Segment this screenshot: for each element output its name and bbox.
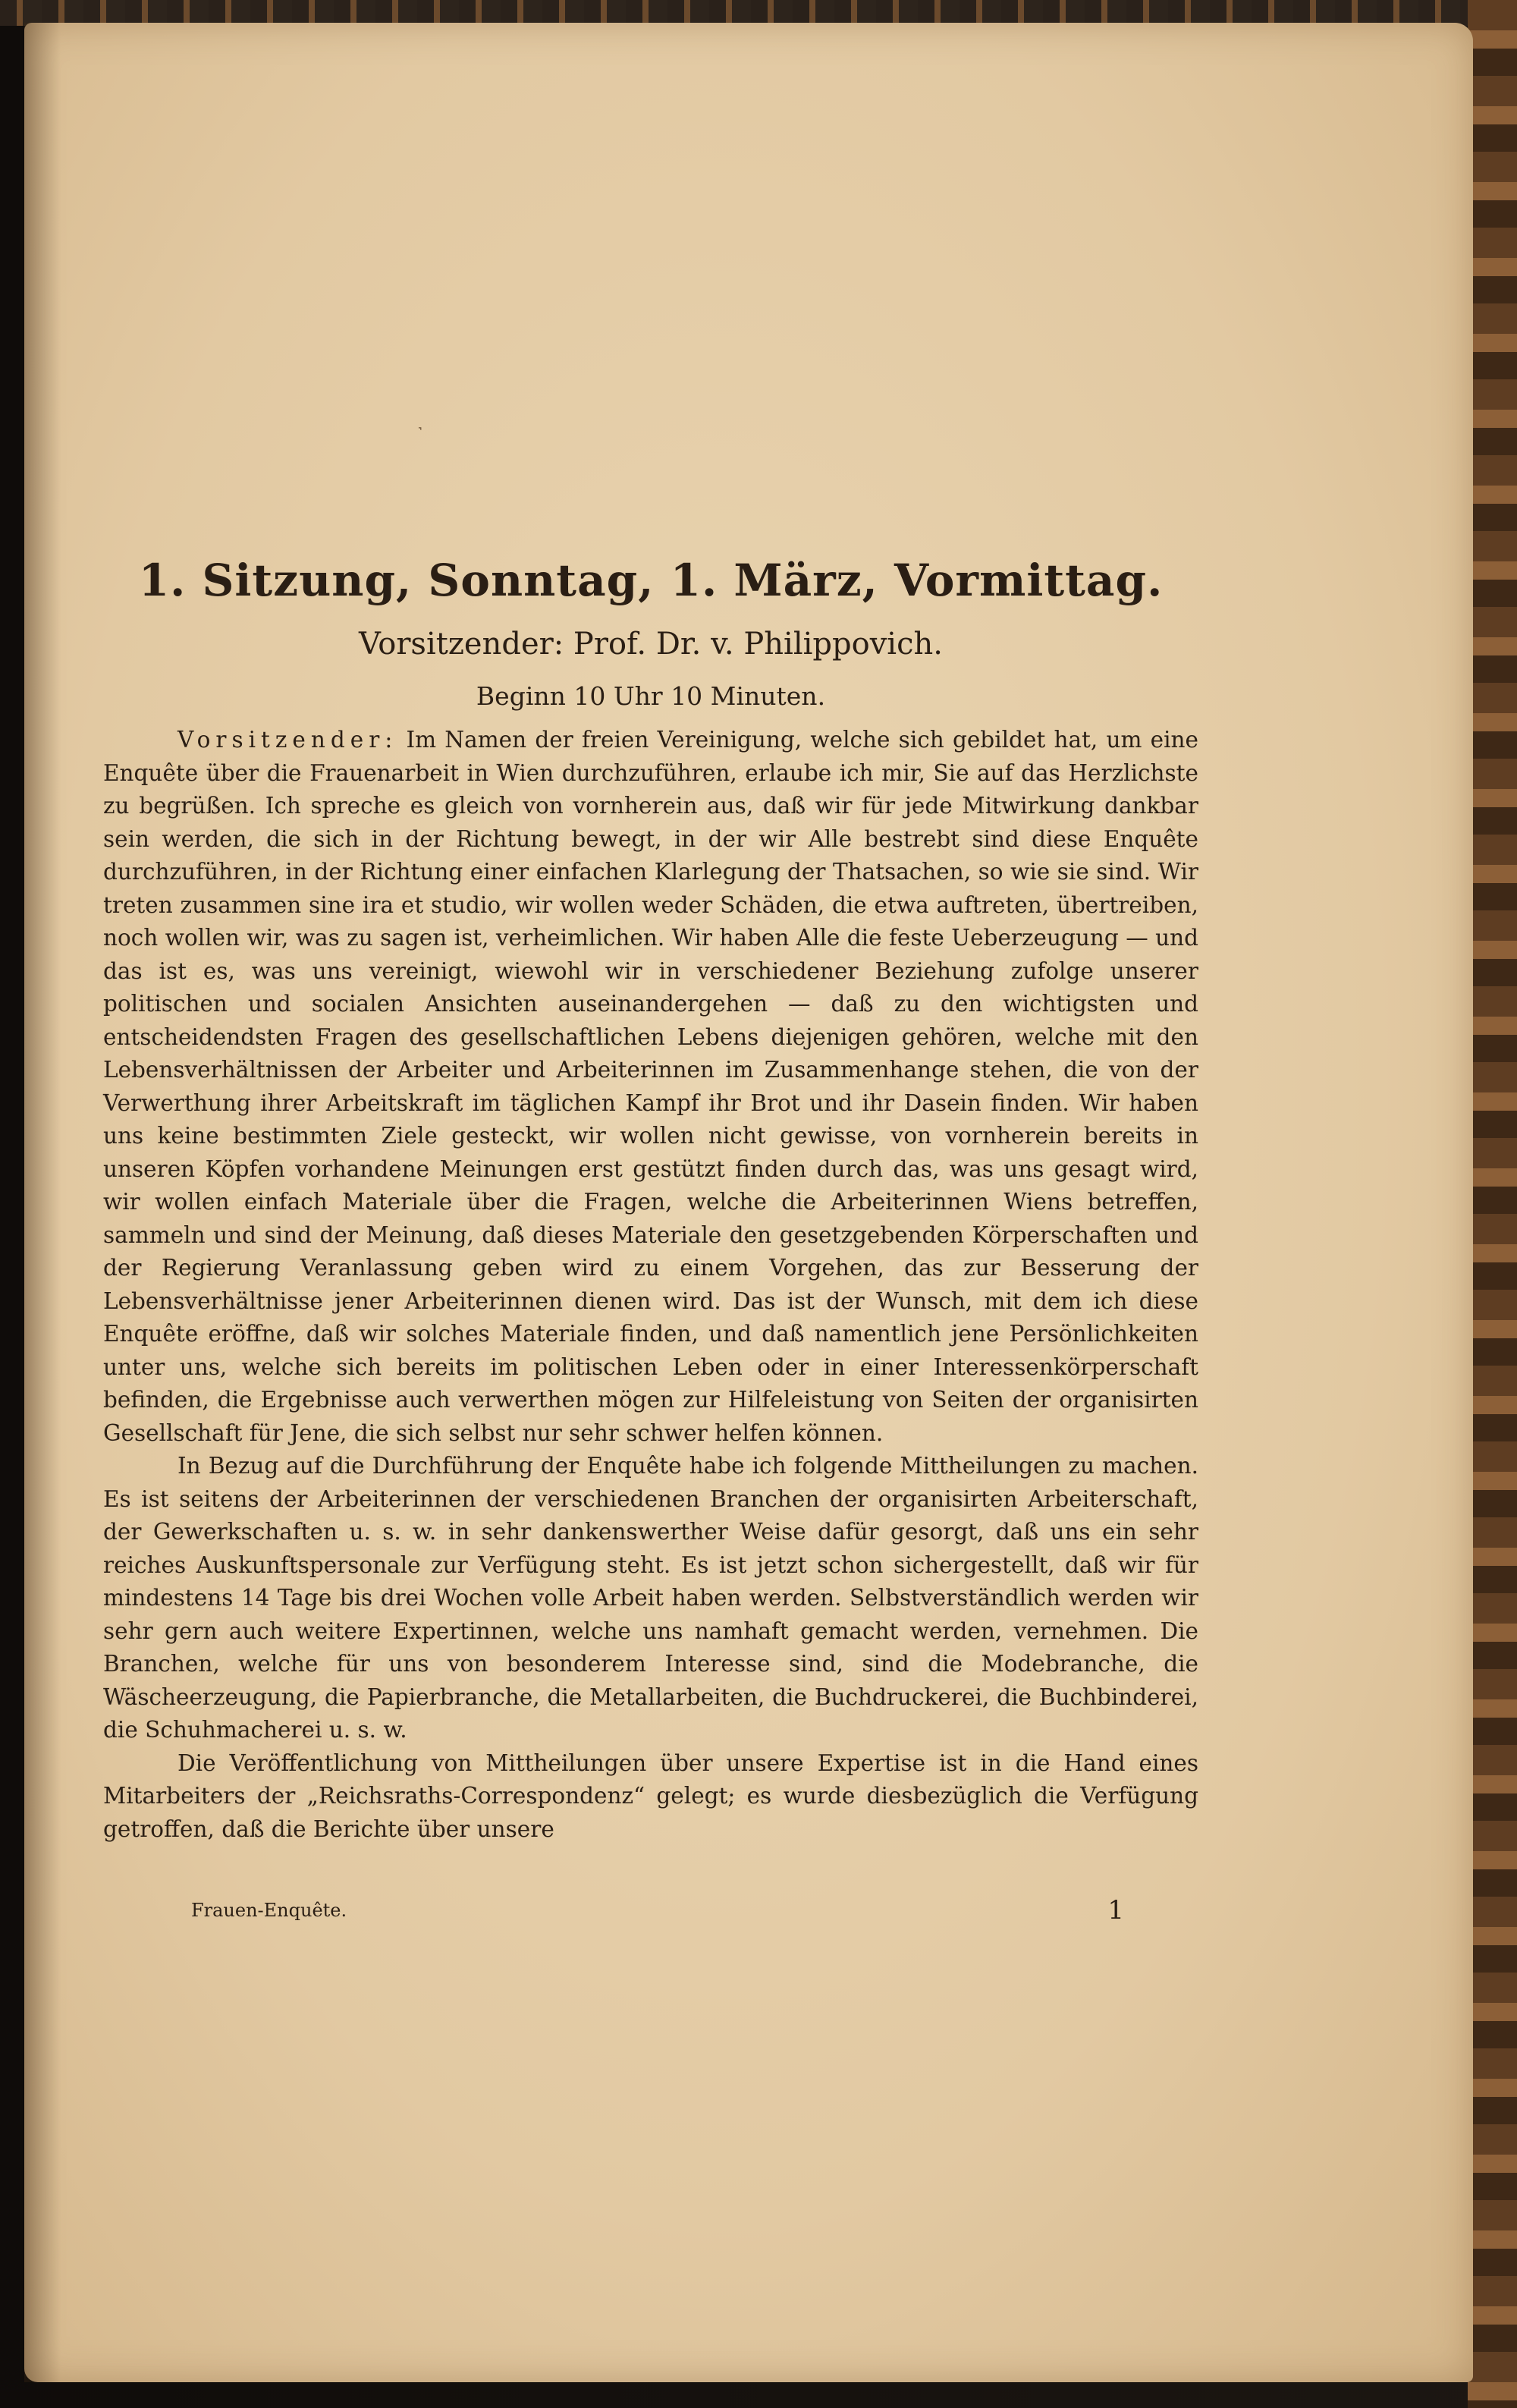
speech-paragraph-2: In Bezug auf die Durchführung der Enquête habe ich folgende Mittheilungen zu machen. Es ist seitens der Arbeiterinnen der verschiedenen Branchen der organisirten Arbeiterschaft, der Gewerkschaften u. s. w. in sehr dankenswerther Weise dafür gesorgt, daß uns ein sehr reiches Auskunftspersonale zur Verfügung steht. Es ist jetzt schon sichergestellt, daß wir für mindestens 14 Tage bis drei Wochen volle Arbeit haben werden. Selbstverständlich werden wir sehr gern auch weitere Expertinnen, welche uns namhaft gemacht werden, vernehmen. Die Branchen, welche für uns von besonderem Interesse sind, sind die Modebranche, die Wäscheerzeugung, die Papierbranche, die Metallarbeiten, die Buchdruckerei, die Buchbinderei, die Schuhmacherei u. s. w. <box>103 1453 1198 1743</box>
page-number: 1 <box>1107 1895 1124 1925</box>
speech-paragraph-3: Die Veröffentlichung von Mittheilungen über unsere Expertise ist in die Hand eines Mitarbeiters der „Reichsraths-Correspondenz“ gelegt; es wurde diesbezüglich die Verfügung getroffen, daß die Berichte über unsere <box>103 1749 1198 1842</box>
footer-label: Frauen-Enquête. <box>191 1900 347 1921</box>
start-time-line: Beginn 10 Uhr 10 Minuten. <box>476 681 826 711</box>
speaker-label: Vorsitzender: <box>177 727 398 753</box>
binding-gutter-shadow <box>24 23 61 2382</box>
session-heading: 1. Sitzung, Sonntag, 1. März, Vormittag. <box>138 555 1164 606</box>
chairman-line: Vorsitzender: Prof. Dr. v. Philippovich. <box>359 627 943 662</box>
top-page-edge <box>0 0 1517 26</box>
text-block <box>103 546 1198 1846</box>
page-footer <box>191 1895 1124 1925</box>
book-cover-edge <box>1468 0 1517 2408</box>
speech-paragraph-1 <box>103 724 1198 1450</box>
ink-speck: ˺ <box>417 424 423 443</box>
paragraph-text: Im Namen der freien Vereinigung, welche sich gebildet hat, um eine Enquête über die Frauenarbeit in Wien durchzuführen, erlaube ich mir, Sie auf das Herzlichste zu begrüßen. Ich spreche es gleich von vornherein aus, daß wir für jede Mitwirkung dankbar sein werden, die sich in der Richtung bewegt, in der wir Alle bestrebt sind diese Enquête durchzuführen, in der Richtung einer einfachen Klarlegung der Thatsachen, so wie sie sind. Wir treten zusammen sine ira et studio, wir wollen weder Schäden, die etwa auftreten, übertreiben, noch wollen wir, was zu sagen ist, verheimlichen. Wir haben Alle die feste Ueberzeugung — und das ist es, was uns vereinigt, wiewohl wir in verschiedener Beziehung zufolge unserer politischen und socialen Ansichten auseinandergehen — daß zu den wichtigsten und entscheidendsten Fragen des gesellschaftlichen Lebens diejenigen gehören, welche mit den Lebensverhältnissen der Arbeiter und Arbeiterinnen im Zusammenhange stehen, die von der Verwerthung ihrer Arbeitskraft im täglichen Kampf ihr Brot und ihr Dasein finden. Wir haben uns keine bestimmten Ziele gesteckt, wir wollen nicht gewisse, von vornherein bereits in unseren Köpfen vorhandene Meinungen erst gestützt finden durch das, was uns gesagt wird, wir wollen einfach Materiale über die Fragen, welche die Arbeiterinnen Wiens betreffen, sammeln und sind der Meinung, daß dieses Materiale den gesetzgebenden Körperschaften und der Regierung Veranlassung geben wird zu einem Vorgehen, das zur Besserung der Lebensverhältnisse jener Arbeiterinnen dienen wird. Das ist der Wunsch, mit dem ich diese Enquête eröffne, daß wir solches Materiale finden, und daß namentlich jene Persönlichkeiten unter uns, welche sich bereits im politischen Leben oder in einer Interessenkörperschaft befinden, die Ergebnisse auch verwerthen mögen zur Hilfeleistung von Seiten der organisirten Gesellschaft für Jene, die sich selbst nur sehr schwer helfen können. <box>103 727 1198 1446</box>
